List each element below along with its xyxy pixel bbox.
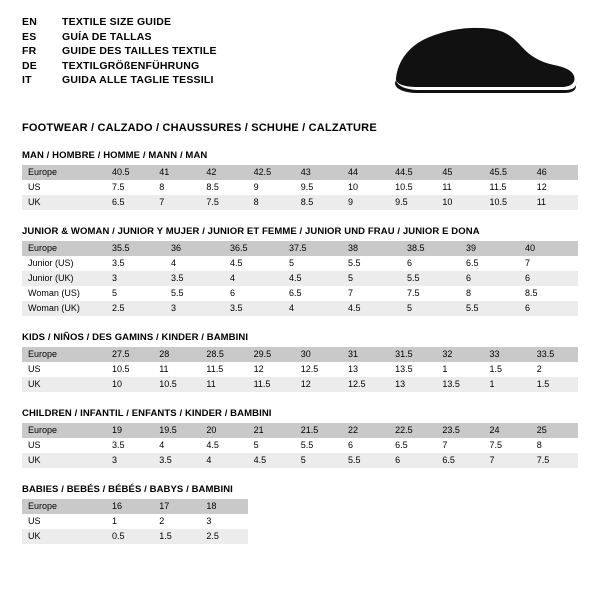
size-cell: 38 [342, 241, 401, 256]
size-cell: 7 [519, 256, 578, 271]
size-cell: 37.5 [283, 241, 342, 256]
table-row [22, 529, 578, 544]
spacer-cell [484, 514, 531, 529]
language-title: GUÍA DE TALLAS [62, 30, 152, 43]
size-table [22, 241, 578, 316]
size-cell: 10.5 [153, 377, 200, 392]
size-cell: 3 [106, 453, 153, 468]
size-cell: 6 [342, 438, 389, 453]
table-row [22, 514, 578, 529]
size-cell: 38.5 [401, 241, 460, 256]
size-cell: 5 [283, 256, 342, 271]
row-label: Junior (UK) [22, 271, 106, 286]
language-code: DE [22, 59, 37, 72]
size-section [0, 408, 600, 468]
size-cell: 4 [224, 271, 283, 286]
size-cell: 39 [460, 241, 519, 256]
language-code: EN [22, 16, 37, 28]
size-cell: 33 [484, 347, 531, 362]
size-cell: 3 [106, 271, 165, 286]
size-cell: 3.5 [165, 271, 224, 286]
size-cell: 13.5 [436, 377, 483, 392]
table-row [22, 362, 578, 377]
row-label: UK [22, 453, 106, 468]
size-cell: 23.5 [436, 423, 483, 438]
row-label: US [22, 514, 106, 529]
spacer-cell [389, 499, 436, 514]
size-cell: 11 [531, 195, 578, 210]
size-cell: 13 [342, 362, 389, 377]
table-row [22, 347, 578, 362]
size-section-title: KIDS / NIÑOS / DES GAMINS / KINDER / BAMBINI [22, 332, 249, 343]
spacer-cell [436, 529, 483, 544]
size-cell: 3.5 [106, 438, 153, 453]
size-cell: 8.5 [519, 286, 578, 301]
size-cell: 17 [153, 499, 200, 514]
size-cell: 12.5 [295, 362, 342, 377]
size-cell: 45.5 [484, 165, 531, 180]
size-cell: 42.5 [248, 165, 295, 180]
size-cell: 8 [248, 195, 295, 210]
language-row [22, 16, 217, 31]
size-cell: 9.5 [295, 180, 342, 195]
language-code: FR [22, 45, 37, 57]
size-cell: 4.5 [200, 438, 247, 453]
size-cell: 21 [248, 423, 295, 438]
table-row [22, 165, 578, 180]
size-cell: 7.5 [401, 286, 460, 301]
size-cell: 8 [460, 286, 519, 301]
spacer-cell [389, 514, 436, 529]
size-cell: 6.5 [436, 453, 483, 468]
size-cell: 6 [519, 301, 578, 316]
size-table [22, 499, 578, 544]
spacer-cell [342, 514, 389, 529]
row-label: Europe [22, 499, 106, 514]
size-cell: 11 [153, 362, 200, 377]
size-cell: 7 [153, 195, 200, 210]
spacer-cell [484, 499, 531, 514]
size-cell: 19 [106, 423, 153, 438]
size-cell: 8.5 [295, 195, 342, 210]
size-cell: 20 [200, 423, 247, 438]
page-header [0, 0, 600, 112]
size-cell: 11 [436, 180, 483, 195]
size-cell: 40 [519, 241, 578, 256]
size-cell: 2.5 [200, 529, 247, 544]
table-row [22, 438, 578, 453]
size-cell: 13.5 [389, 362, 436, 377]
size-cell: 4.5 [283, 271, 342, 286]
size-cell: 7.5 [531, 453, 578, 468]
size-cell: 4 [200, 453, 247, 468]
size-cell: 1.5 [531, 377, 578, 392]
size-cell: 9 [342, 195, 389, 210]
size-cell: 4.5 [342, 301, 401, 316]
size-cell: 8.5 [200, 180, 247, 195]
size-cell: 5.5 [342, 453, 389, 468]
language-title: GUIDE DES TAILLES TEXTILE [62, 45, 217, 57]
size-cell: 6.5 [460, 256, 519, 271]
row-label: US [22, 362, 106, 377]
size-cell: 5.5 [460, 301, 519, 316]
size-section [0, 332, 600, 392]
size-cell: 12 [295, 377, 342, 392]
language-code: ES [22, 30, 37, 43]
category-title: FOOTWEAR / CALZADO / CHAUSSURES / SCHUHE / CALZATURE [22, 122, 377, 134]
size-section-title: MAN / HOMBRE / HOMME / MANN / MAN [22, 150, 208, 161]
size-cell: 4.5 [248, 453, 295, 468]
size-table [22, 347, 578, 392]
size-cell: 36 [165, 241, 224, 256]
size-cell: 36.5 [224, 241, 283, 256]
spacer-cell [531, 529, 578, 544]
table-row [22, 377, 578, 392]
size-cell: 10 [342, 180, 389, 195]
row-label: UK [22, 377, 106, 392]
size-cell: 16 [106, 499, 153, 514]
size-cell: 10 [106, 377, 153, 392]
size-cell: 7 [342, 286, 401, 301]
size-cell: 3 [165, 301, 224, 316]
size-cell: 4 [165, 256, 224, 271]
size-cell: 7 [484, 453, 531, 468]
size-cell: 6.5 [283, 286, 342, 301]
row-label: US [22, 438, 106, 453]
row-label: Europe [22, 347, 106, 362]
spacer-cell [295, 529, 342, 544]
language-title: GUIDA ALLE TAGLIE TESSILI [62, 74, 214, 86]
size-cell: 28.5 [200, 347, 247, 362]
table-row [22, 453, 578, 468]
size-cell: 32 [436, 347, 483, 362]
table-row [22, 256, 578, 271]
table-row [22, 241, 578, 256]
size-cell: 4 [283, 301, 342, 316]
language-row [22, 74, 217, 89]
size-cell: 29.5 [248, 347, 295, 362]
size-cell: 11.5 [248, 377, 295, 392]
spacer-cell [295, 499, 342, 514]
size-section [0, 226, 600, 316]
size-section [0, 150, 600, 210]
row-label: Europe [22, 165, 106, 180]
size-cell: 2 [531, 362, 578, 377]
size-cell: 0.5 [106, 529, 153, 544]
size-cell: 5.5 [165, 286, 224, 301]
table-row [22, 180, 578, 195]
size-cell: 44.5 [389, 165, 436, 180]
size-sections [0, 150, 600, 544]
language-title: TEXTILE SIZE GUIDE [62, 16, 172, 28]
size-cell: 31 [342, 347, 389, 362]
size-cell: 6 [460, 271, 519, 286]
spacer-cell [436, 499, 483, 514]
size-cell: 1.5 [153, 529, 200, 544]
language-code: IT [22, 74, 32, 86]
size-cell: 8 [531, 438, 578, 453]
size-cell: 5.5 [342, 256, 401, 271]
size-cell: 6 [224, 286, 283, 301]
size-cell: 41 [153, 165, 200, 180]
size-cell: 21.5 [295, 423, 342, 438]
size-cell: 7.5 [200, 195, 247, 210]
size-cell: 12 [248, 362, 295, 377]
size-cell: 31.5 [389, 347, 436, 362]
spacer-cell [484, 529, 531, 544]
size-cell: 5.5 [295, 438, 342, 453]
size-cell: 6.5 [389, 438, 436, 453]
size-cell: 44 [342, 165, 389, 180]
spacer-cell [248, 514, 295, 529]
size-cell: 5 [342, 271, 401, 286]
size-cell: 45 [436, 165, 483, 180]
spacer-cell [531, 499, 578, 514]
size-cell: 43 [295, 165, 342, 180]
table-row [22, 301, 578, 316]
table-row [22, 271, 578, 286]
table-row [22, 286, 578, 301]
size-cell: 22 [342, 423, 389, 438]
spacer-cell [342, 499, 389, 514]
spacer-cell [248, 529, 295, 544]
size-table [22, 165, 578, 210]
size-cell: 7.5 [484, 438, 531, 453]
size-cell: 5 [295, 453, 342, 468]
size-cell: 11 [200, 377, 247, 392]
language-row [22, 31, 217, 46]
table-row [22, 195, 578, 210]
size-cell: 10 [436, 195, 483, 210]
spacer-cell [342, 529, 389, 544]
size-cell: 10.5 [389, 180, 436, 195]
language-row [22, 45, 217, 60]
size-cell: 1 [484, 377, 531, 392]
size-cell: 1 [106, 514, 153, 529]
size-cell: 25 [531, 423, 578, 438]
size-cell: 24 [484, 423, 531, 438]
spacer-cell [389, 529, 436, 544]
size-cell: 18 [200, 499, 247, 514]
size-cell: 46 [531, 165, 578, 180]
size-cell: 6 [389, 453, 436, 468]
row-label: Europe [22, 241, 106, 256]
size-cell: 6.5 [106, 195, 153, 210]
row-label: US [22, 180, 106, 195]
size-cell: 5 [401, 301, 460, 316]
size-cell: 6 [401, 256, 460, 271]
spacer-cell [436, 514, 483, 529]
size-cell: 11.5 [484, 180, 531, 195]
table-row [22, 423, 578, 438]
size-cell: 3 [200, 514, 247, 529]
size-section-title: JUNIOR & WOMAN / JUNIOR Y MUJER / JUNIOR ET FEMME / JUNIOR UND FRAU / JUNIOR E DONA [22, 226, 480, 237]
row-label: UK [22, 529, 106, 544]
size-section [0, 484, 600, 544]
size-cell: 9 [248, 180, 295, 195]
size-cell: 33.5 [531, 347, 578, 362]
row-label: Woman (UK) [22, 301, 106, 316]
spacer-cell [531, 514, 578, 529]
size-cell: 6 [519, 271, 578, 286]
size-cell: 2 [153, 514, 200, 529]
size-cell: 28 [153, 347, 200, 362]
size-cell: 19.5 [153, 423, 200, 438]
size-cell: 9.5 [389, 195, 436, 210]
size-cell: 5 [248, 438, 295, 453]
size-cell: 22.5 [389, 423, 436, 438]
size-cell: 42 [200, 165, 247, 180]
size-table [22, 423, 578, 468]
size-cell: 3.5 [224, 301, 283, 316]
size-cell: 3.5 [106, 256, 165, 271]
row-label: Woman (US) [22, 286, 106, 301]
spacer-cell [248, 499, 295, 514]
row-label: Europe [22, 423, 106, 438]
size-cell: 1 [436, 362, 483, 377]
spacer-cell [295, 514, 342, 529]
size-cell: 5.5 [401, 271, 460, 286]
language-row [22, 60, 217, 75]
size-section-title: BABIES / BEBÉS / BÉBÉS / BABYS / BAMBINI [22, 484, 233, 495]
table-row [22, 499, 578, 514]
size-cell: 4.5 [224, 256, 283, 271]
size-cell: 7.5 [106, 180, 153, 195]
dress-shoe-icon [388, 20, 578, 100]
size-cell: 12.5 [342, 377, 389, 392]
row-label: Junior (US) [22, 256, 106, 271]
size-cell: 7 [436, 438, 483, 453]
language-title: TEXTILGRÖßENFÜHRUNG [62, 59, 200, 72]
size-cell: 30 [295, 347, 342, 362]
size-cell: 2.5 [106, 301, 165, 316]
size-cell: 13 [389, 377, 436, 392]
size-cell: 27.5 [106, 347, 153, 362]
size-cell: 4 [153, 438, 200, 453]
size-cell: 11.5 [200, 362, 247, 377]
size-cell: 5 [106, 286, 165, 301]
language-title-table [22, 16, 217, 89]
size-cell: 3.5 [153, 453, 200, 468]
size-cell: 35.5 [106, 241, 165, 256]
size-cell: 10.5 [106, 362, 153, 377]
size-cell: 8 [153, 180, 200, 195]
size-cell: 12 [531, 180, 578, 195]
size-section-title: CHILDREN / INFANTIL / ENFANTS / KINDER / BAMBINI [22, 408, 272, 419]
row-label: UK [22, 195, 106, 210]
size-cell: 10.5 [484, 195, 531, 210]
size-cell: 1.5 [484, 362, 531, 377]
size-cell: 40.5 [106, 165, 153, 180]
